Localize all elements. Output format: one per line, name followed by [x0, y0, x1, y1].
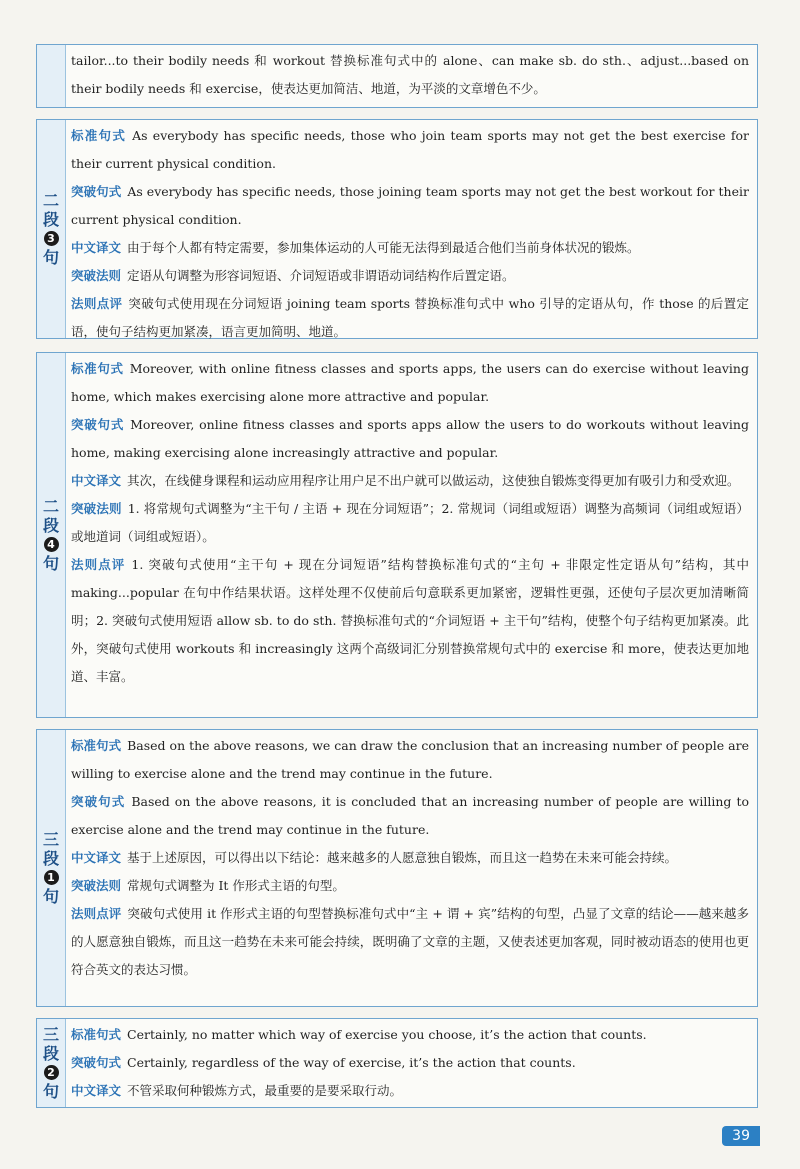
standard-row: [71, 1021, 749, 1049]
rule-label: 突破法则: [71, 501, 122, 516]
sentence-box-para2-s4: [36, 352, 758, 718]
standard-text: Moreover, with online fitness classes and sports apps, the users can do exercise without leaving home, which makes exercising alone more attractive and popular.: [71, 361, 749, 404]
standard-row: [71, 355, 749, 411]
side-paragraph-char: 三: [42, 829, 59, 849]
breakthrough-label: 突破句式: [71, 794, 126, 809]
side-sentence-number: 2: [44, 1065, 59, 1080]
comment-text: 突破句式使用现在分词短语 joining team sports 替换标准句式中 who 引导的定语从句，作 those 的后置定语，使句子结构更加紧凑，语言更加简明、地道。: [71, 296, 749, 339]
comment-row: [71, 551, 749, 691]
breakthrough-row: [71, 178, 749, 234]
translation-label: 中文译文: [71, 1083, 122, 1098]
rule-text: 定语从句调整为形容词短语、介词短语或非谓语动词结构作后置定语。: [127, 268, 515, 283]
side-paragraph-char: 三: [42, 1024, 59, 1044]
breakthrough-label: 突破句式: [71, 184, 122, 199]
translation-label: 中文译文: [71, 240, 122, 255]
translation-text: 由于每个人都有特定需要，参加集体运动的人可能无法得到最适合他们当前身体状况的锻炼。: [127, 240, 640, 255]
translation-row: [71, 1077, 749, 1105]
side-sentence-number: 1: [44, 870, 59, 885]
sentence-box-para3-s1: [36, 729, 758, 1007]
breakthrough-row: [71, 411, 749, 467]
translation-label: 中文译文: [71, 850, 122, 865]
translation-row: [71, 844, 749, 872]
rule-row: [71, 262, 749, 290]
breakthrough-label: 突破句式: [71, 1055, 122, 1070]
breakthrough-row: [71, 1049, 749, 1077]
standard-row: [71, 122, 749, 178]
standard-row: [71, 732, 749, 788]
continuation-box: [36, 44, 758, 108]
side-sentence-number: 4: [44, 537, 59, 552]
breakthrough-label: 突破句式: [71, 417, 125, 432]
side-ju-char: 句: [42, 554, 59, 574]
side-sentence-number: 3: [44, 231, 59, 246]
comment-label: 法则点评: [71, 557, 126, 572]
side-label: [37, 353, 66, 717]
comment-row: [71, 290, 749, 346]
comment-label: 法则点评: [71, 296, 123, 311]
side-ju-char: 句: [42, 248, 59, 268]
sentence-box-para3-s2: [36, 1018, 758, 1108]
side-label: [37, 730, 66, 1006]
comment-row: [71, 900, 749, 984]
comment-text: 1. 突破句式使用“主干句 + 现在分词短语”结构替换标准句式的“主句 + 非限定性定语从句”结构，其中 making...popular 在句中作结果状语。这样处理不仅使前后句意联系更加紧密，逻辑性更强，还使句子层次更加清晰简明；2. 突破句式使用短语 allow sb. to do sth. 替换标准句式的“介词短语 + 主干句”结构，使整个句子结构更加紧凑。此外，突破句式使用 workouts 和 increasingly 这两个高级词汇分别替换常规句式中的 exercise 和 more，使表达更加地道、丰富。: [71, 557, 749, 684]
breakthrough-text: Certainly, regardless of the way of exercise, it’s the action that counts.: [127, 1055, 576, 1070]
side-bar: [37, 45, 66, 107]
breakthrough-text: Based on the above reasons, it is concluded that an increasing number of people are willing to exercise alone and the trend may continue in the future.: [71, 794, 749, 837]
side-duan-char: 段: [42, 1043, 59, 1063]
standard-text: Certainly, no matter which way of exercise you choose, it’s the action that counts.: [127, 1027, 647, 1042]
comment-label: 法则点评: [71, 906, 122, 921]
continuation-text: [71, 45, 757, 103]
page-number: 39: [722, 1126, 760, 1146]
translation-label: 中文译文: [71, 473, 122, 488]
side-duan-char: 段: [42, 209, 59, 229]
side-label: [37, 120, 66, 338]
translation-text: 其次，在线健身课程和运动应用程序让用户足不出户就可以做运动，这使独自锻炼变得更加有吸引力和受欢迎。: [127, 473, 740, 488]
breakthrough-text: As everybody has specific needs, those joining team sports may not get the best workout for their current physical condition.: [71, 184, 749, 227]
standard-label: 标准句式: [71, 1027, 122, 1042]
sentence-box-para2-s3: [36, 119, 758, 339]
standard-label: 标准句式: [71, 738, 122, 753]
rule-text: 1. 将常规句式调整为“主干句 / 主语 + 现在分词短语”；2. 常规词（词组或短语）调整为高频词（词组或短语）或地道词（词组或短语）。: [71, 501, 749, 544]
translation-text: 不管采取何种锻炼方式，最重要的是要采取行动。: [127, 1083, 403, 1098]
side-ju-char: 句: [42, 1082, 59, 1102]
side-paragraph-char: 二: [42, 496, 59, 516]
side-label: [37, 1019, 66, 1107]
rule-row: [71, 495, 749, 551]
rule-label: 突破法则: [71, 878, 122, 893]
comment-text: 突破句式使用 it 作形式主语的句型替换标准句式中“主 + 谓 + 宾”结构的句型，凸显了文章的结论——越来越多的人愿意独自锻炼，而且这一趋势在未来可能会持续，既明确了文章的主题，又使表述更加客观，同时被动语态的使用也更符合英文的表达习惯。: [71, 906, 749, 977]
standard-text: Based on the above reasons, we can draw the conclusion that an increasing number of people are willing to exercise alone and the trend may continue in the future.: [71, 738, 749, 781]
standard-text: As everybody has specific needs, those who join team sports may not get the best exercise for their current physical condition.: [71, 128, 749, 171]
breakthrough-text: Moreover, online fitness classes and sports apps allow the users to do workouts without leaving home, making exercising alone increasingly attractive and popular.: [71, 417, 749, 460]
side-ju-char: 句: [42, 887, 59, 907]
translation-row: [71, 234, 749, 262]
rule-text: 常规句式调整为 It 作形式主语的句型。: [127, 878, 345, 893]
side-duan-char: 段: [42, 848, 59, 868]
side-paragraph-char: 二: [42, 190, 59, 210]
translation-row: [71, 467, 749, 495]
rule-row: [71, 872, 749, 900]
translation-text: 基于上述原因，可以得出以下结论：越来越多的人愿意独自锻炼，而且这一趋势在未来可能会持续。: [127, 850, 678, 865]
side-duan-char: 段: [42, 515, 59, 535]
rule-label: 突破法则: [71, 268, 122, 283]
standard-label: 标准句式: [71, 361, 124, 376]
continuation-line: tailor...to their bodily needs 和 workout 替换标准句式中的 alone、can make sb. do sth.、adjust...based on their bodily needs 和 exercise，使表达更加简洁、地道，为平淡的文章增色不少。: [71, 53, 749, 96]
standard-label: 标准句式: [71, 128, 127, 143]
breakthrough-row: [71, 788, 749, 844]
